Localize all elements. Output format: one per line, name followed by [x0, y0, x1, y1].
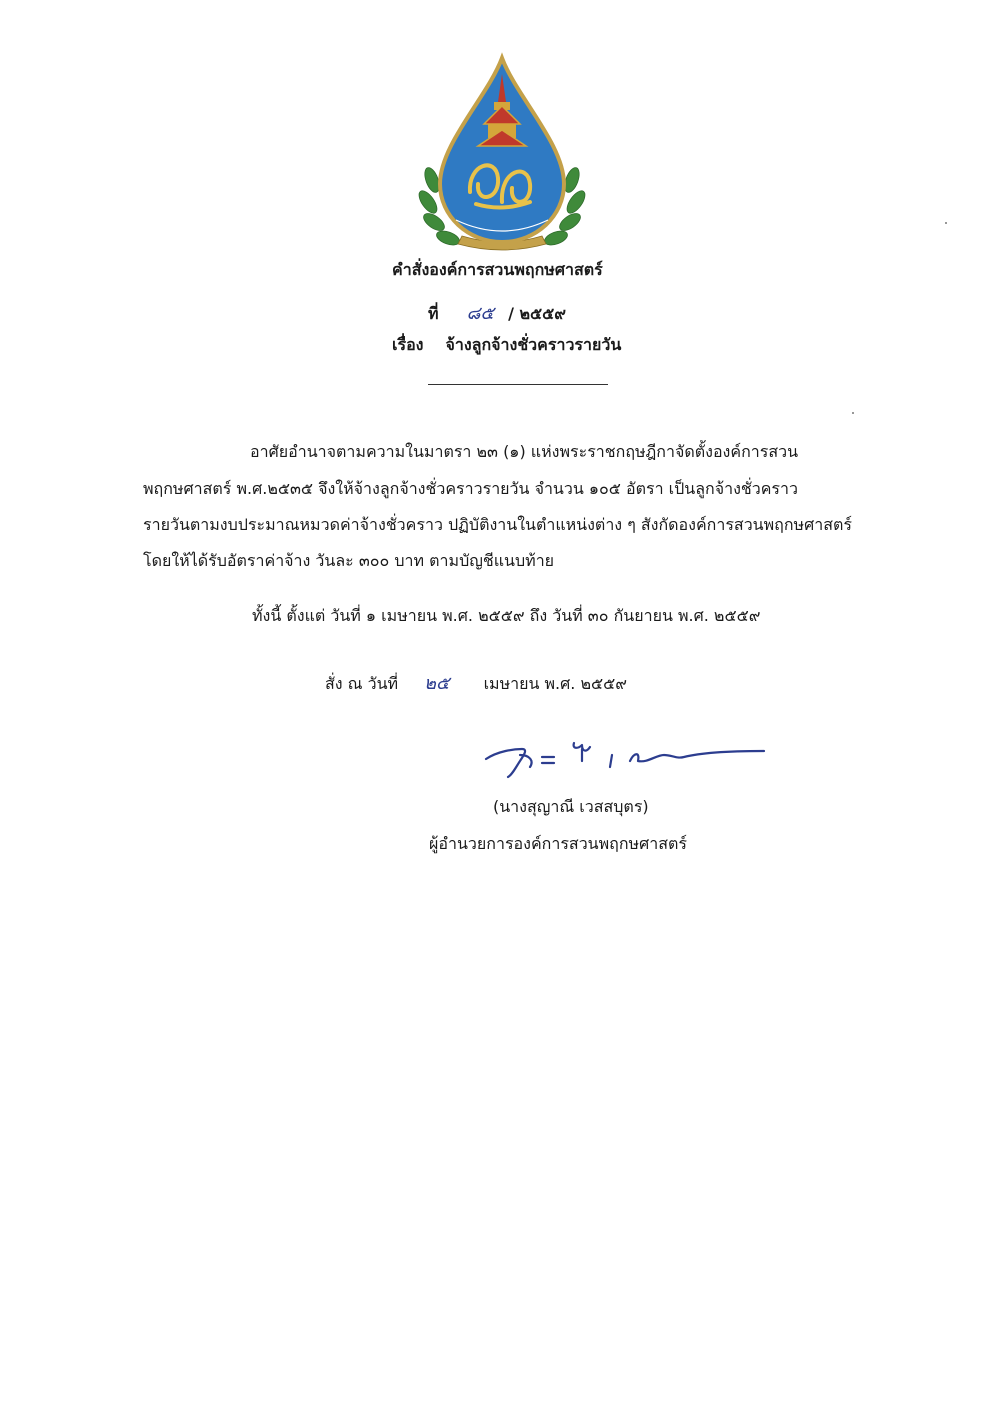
order-number-handwritten: ๘๕ — [466, 303, 495, 324]
order-number — [428, 298, 566, 327]
body-paragraph-line: พฤกษศาสตร์ พ.ศ.๒๕๓๕ จึงให้จ้างลูกจ้างชั่วคราวรายวัน จำนวน ๑๐๕ อัตรา เป็นลูกจ้างชั่วคราว — [143, 479, 798, 498]
signer-name: (นางสุญาณี เวสสบุตร) — [493, 797, 649, 816]
scan-speck — [945, 222, 947, 224]
order-date — [325, 668, 627, 697]
date-month-year: เมษายน พ.ศ. ๒๕๕๙ — [483, 674, 627, 693]
effective-period: ทั้งนี้ ตั้งแต่ วันที่ ๑ เมษายน พ.ศ. ๒๕๕๙ ถึง วันที่ ๓๐ กันยายน พ.ศ. ๒๕๕๙ — [252, 606, 761, 625]
body-paragraph-line: โดยให้ได้รับอัตราค่าจ้าง วันละ ๓๐๐ บาท ตามบัญชีแนบท้าย — [143, 551, 555, 570]
body-paragraph-line: อาศัยอำนาจตามความในมาตรา ๒๓ (๑) แห่งพระราชกฤษฎีกาจัดตั้งองค์การสวน — [250, 442, 799, 461]
date-label: สั่ง ณ วันที่ — [325, 674, 399, 693]
order-subject — [392, 333, 621, 358]
organization-emblem-icon — [418, 52, 586, 254]
order-number-year: / ๒๕๕๙ — [508, 304, 566, 323]
subject-label: เรื่อง — [392, 335, 424, 354]
subject-text: จ้างลูกจ้างชั่วคราวรายวัน — [445, 335, 622, 354]
order-title: คำสั่งองค์การสวนพฤกษศาสตร์ — [392, 260, 603, 279]
handwritten-signature — [478, 725, 778, 780]
body-paragraph-line: รายวันตามงบประมาณหมวดค่าจ้างชั่วคราว ปฏิบัติงานในตำแหน่งต่าง ๆ สังกัดองค์การสวนพฤกษศาสตร์ — [143, 515, 852, 534]
order-number-label: ที่ — [428, 304, 439, 323]
signer-title: ผู้อำนวยการองค์การสวนพฤกษศาสตร์ — [429, 834, 687, 853]
scan-speck — [852, 412, 854, 414]
date-day-handwritten: ๒๕ — [424, 673, 450, 694]
title-divider — [428, 384, 608, 385]
